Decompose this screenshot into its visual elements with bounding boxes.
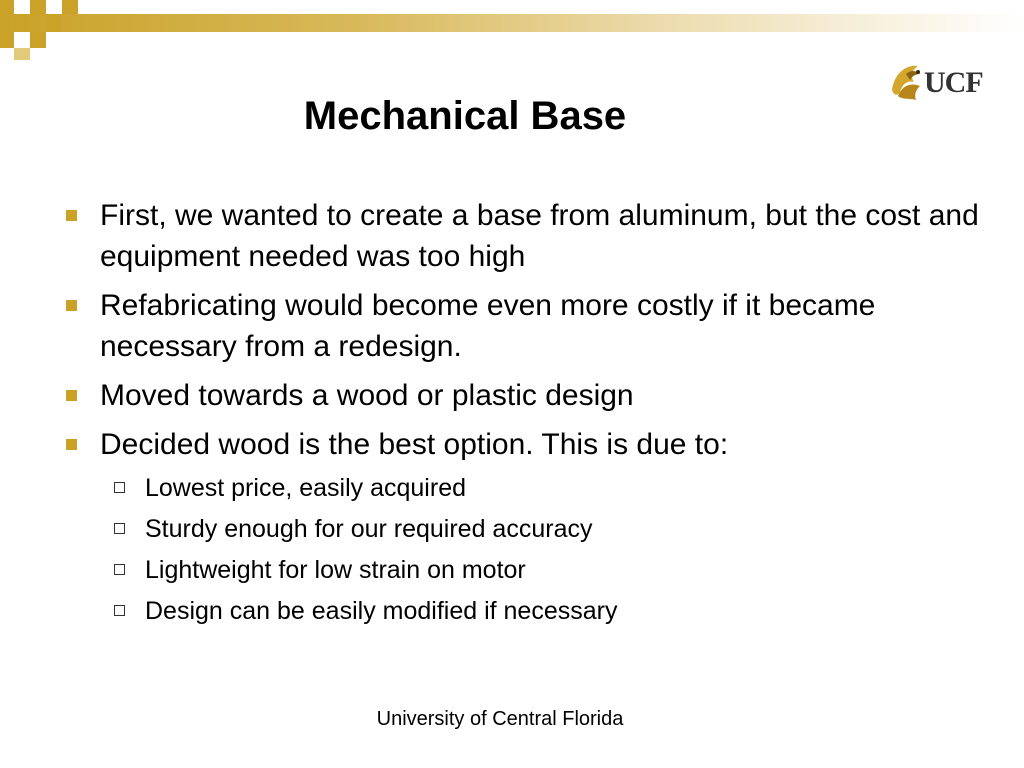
logo-text: UCF xyxy=(924,66,983,99)
hollow-square-bullet-icon xyxy=(114,564,125,575)
bullet-list xyxy=(60,195,980,473)
header-decor-square xyxy=(14,48,30,60)
sub-bullet-text: Lightweight for low strain on motor xyxy=(145,556,526,584)
slide-title: Mechanical Base xyxy=(303,94,627,138)
header-decor-square xyxy=(62,0,78,14)
bullet-item xyxy=(60,375,980,416)
hollow-square-bullet-icon xyxy=(114,523,125,534)
header-decor-square xyxy=(30,32,46,48)
bullet-text: First, we wanted to create a base from aluminum, but the cost and equipment needed was too high xyxy=(100,199,979,273)
bullet-item xyxy=(60,424,980,465)
gold-square-bullet-icon xyxy=(66,210,77,221)
hollow-square-bullet-icon xyxy=(114,482,125,493)
sub-bullet-item xyxy=(112,554,972,587)
header-decor-square xyxy=(0,0,14,14)
sub-bullet-item xyxy=(112,513,972,546)
gold-square-bullet-icon xyxy=(66,390,77,401)
bullet-text: Decided wood is the best option. This is due to: xyxy=(100,428,729,461)
sub-bullet-item xyxy=(112,595,972,628)
gold-square-bullet-icon xyxy=(66,300,77,311)
slide-footer: University of Central Florida xyxy=(376,708,624,730)
header-decor-square xyxy=(46,14,62,32)
header-decor-square xyxy=(30,0,46,14)
sub-bullet-list xyxy=(112,472,972,636)
hollow-square-bullet-icon xyxy=(114,605,125,616)
ucf-logo xyxy=(888,60,998,104)
bullet-text: Moved towards a wood or plastic design xyxy=(100,379,634,412)
sub-bullet-item xyxy=(112,472,972,505)
header-decor-square xyxy=(14,14,30,32)
bullet-item xyxy=(60,195,980,277)
gold-square-bullet-icon xyxy=(66,439,77,450)
sub-bullet-text: Design can be easily modified if necessary xyxy=(145,597,618,625)
sub-bullet-text: Lowest price, easily acquired xyxy=(145,474,466,502)
sub-bullet-text: Sturdy enough for our required accuracy xyxy=(145,515,593,543)
header-gradient-band xyxy=(0,14,1024,32)
bullet-text: Refabricating would become even more costly if it became necessary from a redesign. xyxy=(100,289,876,363)
header-decor-square xyxy=(0,32,14,48)
bullet-item xyxy=(60,285,980,367)
